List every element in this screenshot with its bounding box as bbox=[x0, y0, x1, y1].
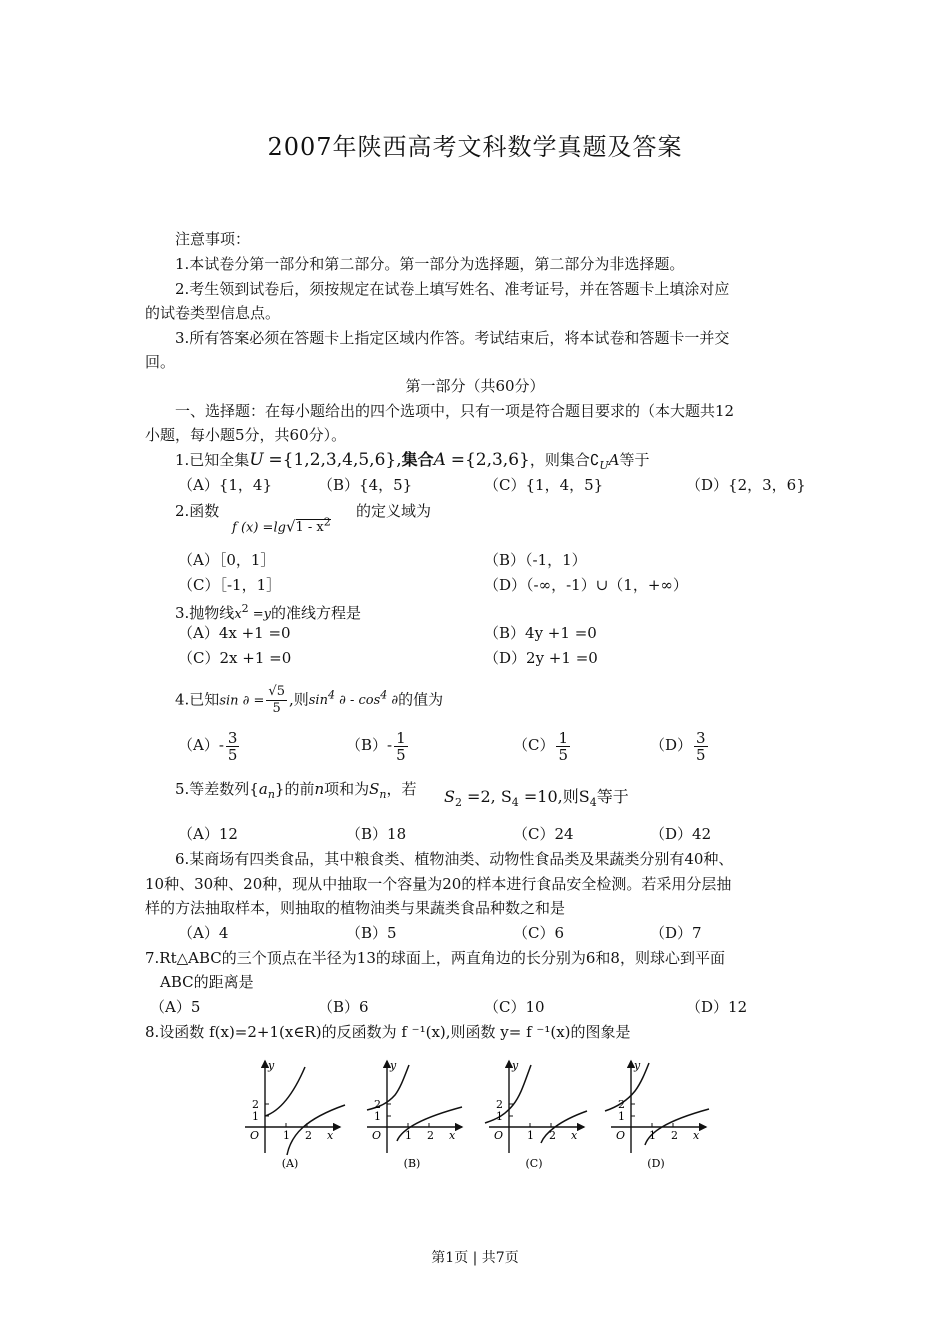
svg-text:1: 1 bbox=[649, 1129, 656, 1142]
question-6-line2: 10种、30种、20种，现从中抽取一个容量为20的样本进行食品安全检测。若采用分层抽 bbox=[145, 875, 732, 893]
graph-d-label: (D) bbox=[647, 1157, 665, 1170]
q2-option-d[interactable]: （D）（-∞，-1）∪（1，+∞） bbox=[484, 576, 688, 594]
page-footer: 第1页 | 共7页 bbox=[431, 1250, 519, 1266]
part1-instructions-cont: 小题，每小题5分，共60分）。 bbox=[145, 426, 347, 444]
q7-option-d[interactable]: （D）12 bbox=[686, 998, 748, 1016]
q7-option-c[interactable]: （C）10 bbox=[484, 998, 545, 1016]
q2-lead: 2.函数 bbox=[175, 502, 220, 520]
q6-option-c[interactable]: （C）6 bbox=[513, 924, 565, 942]
q1-sub: U bbox=[599, 459, 609, 472]
q4-option-c[interactable]: （C） $\frac{1}{5}$ bbox=[513, 728, 569, 764]
svg-text:2: 2 bbox=[671, 1129, 678, 1142]
q3-sup: 2 bbox=[241, 602, 249, 615]
svg-text:2: 2 bbox=[374, 1098, 381, 1111]
q3-lead: 3.抛物线 bbox=[175, 604, 235, 622]
q1-U: U bbox=[249, 450, 264, 470]
q1-option-a[interactable]: （A）{1，4} bbox=[178, 476, 273, 494]
svg-text:2: 2 bbox=[496, 1098, 503, 1111]
svg-text:2: 2 bbox=[427, 1129, 434, 1142]
q2-radicand: $1 - x^2$ bbox=[295, 516, 331, 536]
notice-item-2: 2.考生领到试卷后，须按规定在试卷上填写姓名、准考证号，并在答题卡上填涂对应 bbox=[175, 280, 730, 298]
svg-text:x: x bbox=[449, 1129, 456, 1142]
q1-mid: 集合 bbox=[401, 450, 434, 469]
question-5: 5.等差数列$\{a_n\}$的前n项和为$S_n$，若 bbox=[175, 780, 417, 801]
graph-c[interactable] bbox=[485, 1059, 587, 1170]
q7-option-b[interactable]: （B）6 bbox=[318, 998, 369, 1016]
q1-option-c[interactable]: （C）{1，4，5} bbox=[484, 476, 604, 494]
q2-option-a[interactable]: （A）［0，1］ bbox=[178, 551, 276, 569]
svg-text:1: 1 bbox=[527, 1129, 534, 1142]
svg-text:1: 1 bbox=[496, 1110, 503, 1123]
q1-eq1: ={1,2,3,4,5,6}, bbox=[268, 450, 402, 470]
q1-eq2: ={2,3,6} bbox=[450, 450, 530, 470]
q4-expr: $\sin^4$ ∂ - $\cos^4$ ∂ bbox=[308, 689, 399, 709]
q5-option-b[interactable]: （B）18 bbox=[346, 825, 407, 843]
question-7-line2: ABC的距离是 bbox=[160, 973, 254, 991]
svg-text:y: y bbox=[390, 1059, 397, 1072]
svg-text:1: 1 bbox=[405, 1129, 412, 1142]
svg-text:y: y bbox=[512, 1059, 519, 1072]
svg-text:2: 2 bbox=[252, 1098, 259, 1111]
part1-heading: 第一部分（共60分） bbox=[405, 377, 545, 395]
q3-option-a[interactable]: （A）4x +1 =0 bbox=[178, 624, 291, 642]
svg-text:1: 1 bbox=[283, 1129, 290, 1142]
q3-x: x bbox=[234, 607, 242, 622]
q7-option-a[interactable]: （A）5 bbox=[150, 998, 201, 1016]
q1-end: 等于 bbox=[619, 451, 650, 469]
q1-option-b[interactable]: （B）{4，5} bbox=[318, 476, 413, 494]
q4-mid: ,则 bbox=[288, 690, 309, 709]
svg-text:2: 2 bbox=[549, 1129, 556, 1142]
q4-fraction: $\frac{√5}{5}$ bbox=[268, 683, 285, 716]
notice-item-2-cont: 的试卷类型信息点。 bbox=[145, 304, 281, 322]
q6-option-d[interactable]: （D）7 bbox=[650, 924, 702, 942]
q2-option-b[interactable]: （B）（-1，1） bbox=[484, 551, 587, 569]
svg-text:y: y bbox=[634, 1059, 641, 1072]
q1-A: A bbox=[433, 450, 446, 470]
svg-text:x: x bbox=[327, 1129, 334, 1142]
notice-item-3-cont: 回。 bbox=[145, 353, 176, 371]
q3-option-b[interactable]: （B）4y +1 =0 bbox=[484, 624, 597, 642]
q4-tail: 的值为 bbox=[398, 690, 444, 709]
q4-option-a[interactable]: （A）- $\frac{3}{5}$ bbox=[178, 728, 238, 764]
q1-option-d[interactable]: （D）{2，3，6} bbox=[686, 476, 806, 494]
q5-option-d[interactable]: （D）42 bbox=[650, 825, 712, 843]
q2-option-c[interactable]: （C）［-1，1］ bbox=[178, 576, 282, 594]
svg-text:1: 1 bbox=[374, 1110, 381, 1123]
page-title: 2007年陕西高考文科数学真题及答案 bbox=[267, 133, 683, 161]
question-7: 7.Rt△ABC的三个顶点在半径为13的球面上，两直角边的长分别为6和8，则球心到平面 bbox=[145, 949, 725, 967]
q4-lead: 4.已知 bbox=[175, 690, 220, 709]
notice-heading: 注意事项： bbox=[175, 230, 251, 248]
notice-item-3: 3.所有答案必须在答题卡上指定区域内作答。考试结束后，将本试卷和答题卡一并交 bbox=[175, 329, 730, 347]
q1-A2: A bbox=[608, 451, 620, 469]
svg-text:1: 1 bbox=[252, 1110, 259, 1123]
svg-text:x: x bbox=[571, 1129, 578, 1142]
q3-tail: 的准线方程是 bbox=[271, 604, 362, 622]
graph-a-label: (A) bbox=[281, 1157, 299, 1170]
svg-text:x: x bbox=[693, 1129, 700, 1142]
graph-c-label: (C) bbox=[525, 1157, 543, 1170]
q2-func: f (x) =lg bbox=[232, 520, 286, 536]
graph-b-label: (B) bbox=[403, 1157, 421, 1170]
svg-text:2: 2 bbox=[618, 1098, 625, 1111]
q4-option-b[interactable]: （B）- $\frac{1}{5}$ bbox=[346, 728, 406, 764]
graph-a[interactable] bbox=[245, 1059, 345, 1170]
q5-option-c[interactable]: （C）24 bbox=[513, 825, 574, 843]
q3-option-d[interactable]: （D）2y +1 =0 bbox=[484, 649, 598, 667]
question-4 bbox=[175, 676, 443, 721]
notice-item-1: 1.本试卷分第一部分和第二部分。第一部分为选择题，第二部分为非选择题。 bbox=[175, 255, 685, 273]
question-6-line3: 样的方法抽取样本，则抽取的植物油类与果蔬类食品种数之和是 bbox=[145, 899, 566, 917]
q3-option-c[interactable]: （C）2x +1 =0 bbox=[178, 649, 292, 667]
question-1 bbox=[175, 449, 650, 477]
svg-text:2: 2 bbox=[305, 1129, 312, 1142]
svg-text:O: O bbox=[493, 1129, 503, 1142]
svg-text:O: O bbox=[249, 1129, 259, 1142]
graph-d[interactable] bbox=[605, 1059, 709, 1170]
question-6: 6.某商场有四类食品，其中粮食类、植物油类、动物性食品类及果蔬类分别有40种、 bbox=[175, 850, 734, 868]
q6-option-b[interactable]: （B）5 bbox=[346, 924, 397, 942]
q2-formula: f $(x) =\lg√1 - x^2$ bbox=[232, 516, 331, 536]
svg-text:1: 1 bbox=[618, 1110, 625, 1123]
graph-b[interactable] bbox=[367, 1059, 462, 1170]
q5-option-a[interactable]: （A）12 bbox=[178, 825, 238, 843]
q2-tail: 的定义域为 bbox=[356, 502, 432, 520]
q1-lead: 1.已知全集 bbox=[175, 451, 250, 469]
part1-instructions: 一、选择题：在每小题给出的四个选项中，只有一项是符合题目要求的（本大题共12 bbox=[175, 402, 735, 420]
q6-option-a[interactable]: （A）4 bbox=[178, 924, 229, 942]
q5-condition: $S_2 =2$, $S_4 =10$,则$S_4$等于 bbox=[444, 787, 629, 810]
question-8: 8.设函数 f(x)=2+1(x∈R)的反函数为 f ⁻¹(x),则函数 y= f ⁻¹(x)的图象是 bbox=[145, 1023, 631, 1041]
q3-eq: =y bbox=[248, 607, 272, 622]
q8-graph-figure bbox=[235, 1055, 725, 1175]
q4-option-d[interactable]: （D） $\frac{3}{5}$ bbox=[650, 728, 706, 764]
svg-text:O: O bbox=[371, 1129, 381, 1142]
svg-text:O: O bbox=[615, 1129, 625, 1142]
q4-sin: sin ∂ = bbox=[219, 693, 265, 709]
svg-text:y: y bbox=[268, 1059, 275, 1072]
q1-tail: ，则集合∁ bbox=[529, 451, 600, 469]
question-2 bbox=[175, 500, 219, 522]
